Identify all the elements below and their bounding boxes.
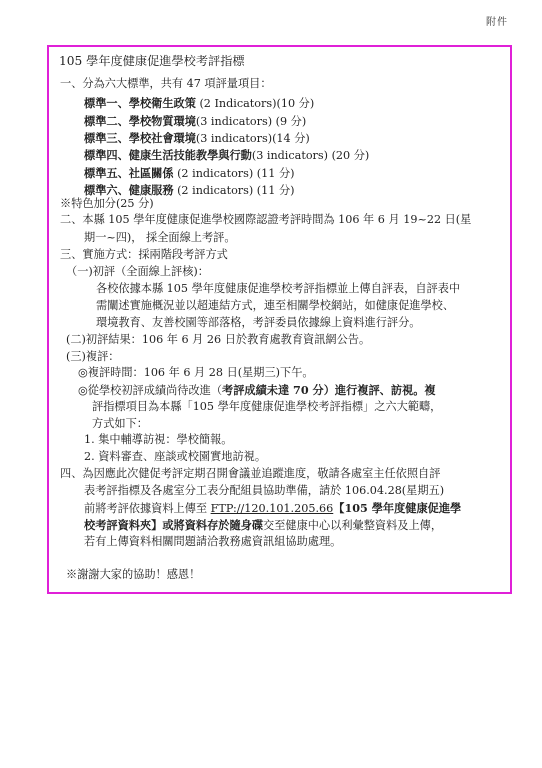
standard-detail: (2 indicators) (11 分) (173, 184, 295, 197)
ftp-link[interactable]: FTP://120.101.205.66 (210, 502, 334, 515)
review-heading: (三)複評： (66, 350, 120, 363)
folder-name: 【105 學年度健康促進學 (333, 501, 462, 515)
preliminary-line-3: 環境教育、友善校園等部落格，考評委員依據線上資料進行評分。 (96, 316, 421, 329)
section-2-line-1: 二、本縣 105 學年度健康促進學校國際認證考評時間為 106 年 6 月 19~22 日(星 (60, 213, 472, 226)
standard-6 (84, 183, 295, 198)
preliminary-heading: （一)初評（全面線上評核)： (66, 265, 209, 278)
folder-name: 校考評資料夾】 (84, 518, 163, 532)
standard-detail: (3 indicators) (20 分) (251, 149, 370, 162)
standard-5 (84, 166, 295, 181)
review-condition-text: ）進行複評、訪視。複 (323, 383, 436, 397)
standard-2 (84, 114, 306, 129)
review-condition-line-1 (78, 383, 436, 398)
review-condition-line-3: 方式如下： (92, 417, 148, 430)
standard-label: 標準四、健康生活技能教學與行動 (84, 148, 252, 162)
usb-instruction: 或將資料存於隨身碟 (162, 518, 264, 532)
review-item-1: 1. 集中輔導訪視：學校簡報。 (84, 433, 233, 446)
thanks-note: ※謝謝大家的協助！感恩！ (66, 568, 201, 581)
preliminary-line-1: 各校依據本縣 105 學年度健康促進學校考評指標並上傳自評表，自評表中 (96, 282, 461, 295)
attachment-label: 附件 (486, 17, 508, 28)
bonus-points: ※特色加分(25 分) (60, 197, 154, 210)
review-condition-line-2: 評指標項目為本縣「105 學年度健康促進學校考評指標」之六大範疇， (92, 400, 442, 413)
section-4-line-2: 表考評指標及各處室分工表分配組員協助準備，請於 106.04.28(星期五) (84, 484, 445, 497)
standard-detail: (2 indicators) (11 分) (173, 167, 295, 180)
standard-detail: (2 Indicators)(10 分) (195, 97, 315, 110)
section-4-line-3 (84, 501, 461, 516)
standard-label: 標準一、學校衛生政策 (84, 96, 196, 110)
document-title: 105 學年度健康促進學校考評指標 (59, 54, 245, 68)
standard-3 (84, 131, 310, 146)
review-time: ◎複評時間：106 年 6 月 28 日(星期三)下午。 (78, 366, 314, 379)
standard-detail: (3 indicators) (9 分) (195, 115, 307, 128)
preliminary-line-2: 需闡述實施概況並以超連結方式，連至相關學校網站，如健康促進學校、 (96, 299, 455, 312)
review-item-2: 2. 資料審查、座談或校園實地訪視。 (84, 450, 267, 463)
section-2-line-2: 期一~四)， 採全面線上考評。 (84, 231, 236, 244)
preliminary-result: (二)初評結果：106 年 6 月 26 日於教育處教育資訊網公告。 (66, 333, 371, 346)
review-condition-text: ◎從學校初評成績尚待改進（ (78, 384, 223, 397)
section-4-text: 交至健康中心以利彙整資料及上傳， (263, 519, 443, 532)
standard-label: 標準二、學校物質環境 (84, 114, 196, 128)
standard-label: 標準六、健康服務 (84, 183, 174, 197)
standard-4 (84, 148, 369, 163)
standard-detail: (3 indicators)(14 分) (195, 132, 310, 145)
standard-1 (84, 96, 314, 111)
standard-label: 標準三、學校社會環境 (84, 131, 196, 145)
section-1-heading: 一、分為六大標準，共有 47 項評量項目： (60, 77, 272, 90)
section-4-line-1: 四、為因應此次健促考評定期召開會議並追蹤進度，敬請各處室主任依照自評 (60, 467, 441, 480)
section-3-heading: 三、實施方式：採兩階段考評方式 (60, 248, 228, 261)
section-4-text: 前將考評依據資料上傳至 (84, 502, 211, 515)
review-threshold: 考評成績未達 70 分 (222, 383, 324, 397)
section-4-line-4 (84, 518, 442, 533)
section-4-line-5: 若有上傳資料相關問題請洽教務處資訊組協助處理。 (84, 535, 342, 548)
standard-label: 標準五、社區關係 (84, 166, 174, 180)
